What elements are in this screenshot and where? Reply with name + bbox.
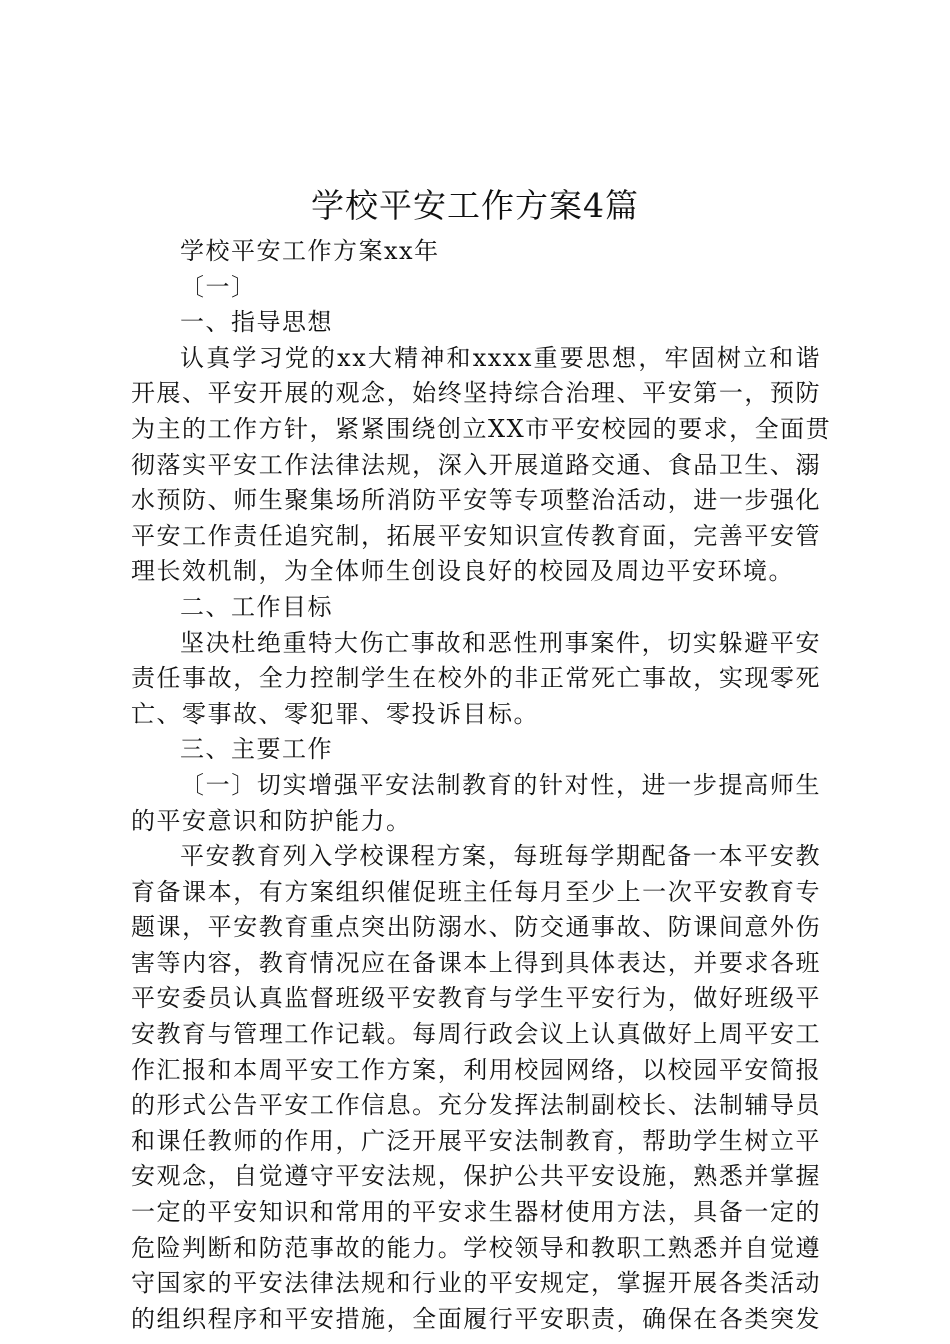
- text-line: 害等内容，教育情况应在备课本上得到具体表达，并要求各班: [131, 948, 821, 977]
- text-line: 开展、平安开展的观念，始终坚持综合治理、平安第一，预防: [131, 379, 821, 408]
- document-body: [131, 234, 832, 1337]
- text-line: 安观念，自觉遵守平安法规，保护公共平安设施，熟悉并掌握: [131, 1162, 821, 1191]
- text-line: 危险判断和防范事故的能力。学校领导和教职工熟悉并自觉遵: [131, 1233, 821, 1262]
- text-line: 为主的工作方针，紧紧围绕创立XX市平安校园的要求，全面贯: [131, 414, 832, 443]
- text-line: 坚决杜绝重特大伤亡事故和恶性刑事案件，切实躲避平安: [180, 628, 821, 657]
- text-line: 一定的平安知识和常用的平安求生器材使用方法，具备一定的: [131, 1198, 821, 1227]
- text-line: 责任事故，全力控制学生在校外的非正常死亡事故，实现零死: [131, 664, 821, 693]
- text-line: 和课任教师的作用，广泛开展平安法制教育，帮助学生树立平: [131, 1126, 821, 1155]
- text-line: 二、工作目标: [180, 592, 333, 621]
- text-line: 彻落实平安工作法律法规，深入开展道路交通、食品卫生、溺: [131, 450, 821, 479]
- text-line: 三、主要工作: [180, 735, 333, 764]
- text-line: 〔一〕: [180, 272, 257, 301]
- text-line: 〔一〕切实增强平安法制教育的针对性，进一步提高师生: [180, 770, 821, 799]
- text-line: 作汇报和本周平安工作方案，利用校园网络，以校园平安简报: [131, 1055, 821, 1084]
- text-line: 题课，平安教育重点突出防溺水、防交通事故、防课间意外伤: [131, 913, 821, 942]
- text-line: 育备课本，有方案组织催促班主任每月至少上一次平安教育专: [131, 877, 821, 906]
- text-line: 的平安意识和防护能力。: [131, 806, 412, 835]
- text-line: 水预防、师生聚集场所消防平安等专项整治活动，进一步强化: [131, 486, 821, 515]
- text-line: 亡、零事故、零犯罪、零投诉目标。: [131, 699, 539, 728]
- text-line: 平安工作责任追究制，拓展平安知识宣传教育面，完善平安管: [131, 521, 821, 550]
- text-line: 的形式公告平安工作信息。充分发挥法制副校长、法制辅导员: [131, 1091, 821, 1120]
- text-line: 平安委员认真监督班级平安教育与学生平安行为，做好班级平: [131, 984, 821, 1013]
- text-line: 的组织程序和平安措施，全面履行平安职责，确保在各类突发: [131, 1304, 821, 1333]
- text-line: 守国家的平安法律法规和行业的平安规定，掌握开展各类活动: [131, 1269, 821, 1298]
- text-line: 平安教育列入学校课程方案，每班每学期配备一本平安教: [180, 842, 821, 871]
- text-line: 一、指导思想: [180, 308, 333, 337]
- text-line: 理长效机制，为全体师生创设良好的校园及周边平安环境。: [131, 557, 794, 586]
- text-line: 安教育与管理工作记载。每周行政会议上认真做好上周平安工: [131, 1020, 821, 1049]
- text-line: 学校平安工作方案xx年: [180, 237, 440, 265]
- text-line: 认真学习党的xx大精神和xxxx重要思想，牢固树立和谐: [180, 343, 821, 372]
- document-title: 学校平安工作方案4篇: [311, 186, 639, 225]
